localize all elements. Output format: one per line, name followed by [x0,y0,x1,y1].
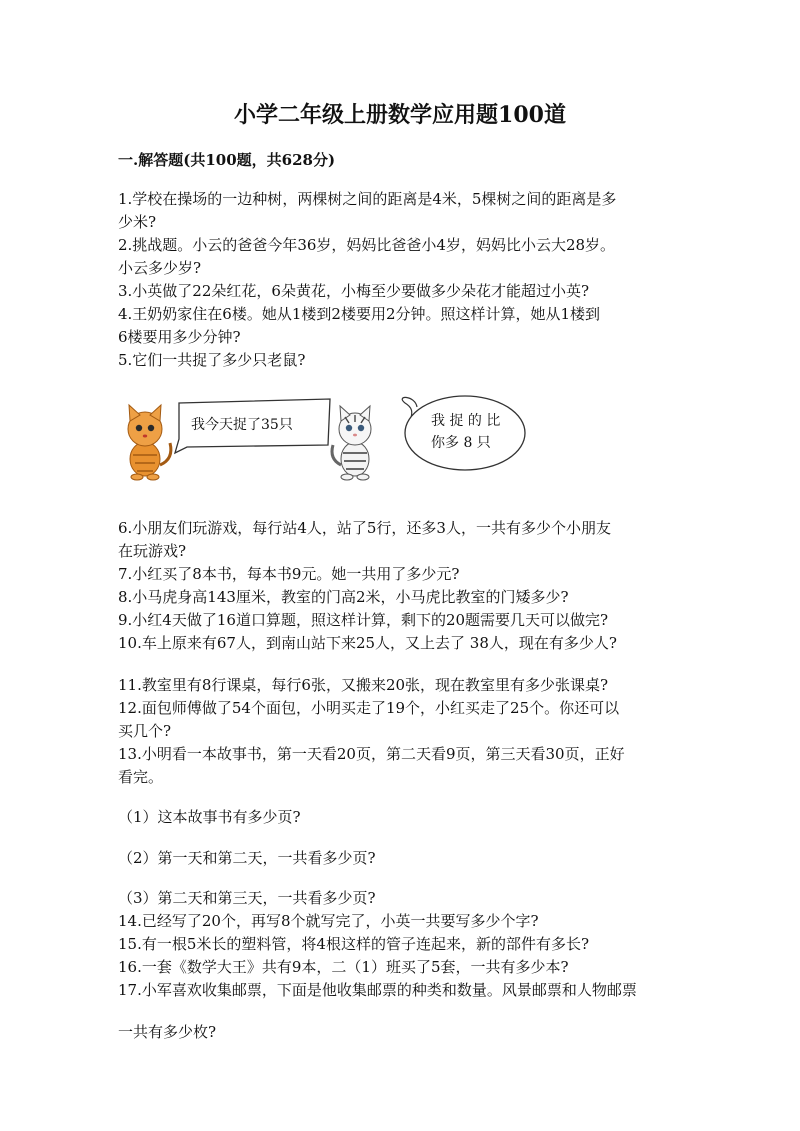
question-line: 一共有多少枚? [118,1023,217,1041]
question-line: 7.小红买了8本书，每本书9元。她一共用了多少元? [118,565,460,583]
question-line: 16.一套《数学大王》共有9本，二（1）班买了5套，一共有多少本? [118,958,569,976]
speech-bubble-right-oval [405,396,525,470]
sub-question-line: （3）第二天和第三天，一共看多少页? [118,889,376,907]
question-line: 11.教室里有8行课桌，每行6张，又搬来20张，现在教室里有多少张课桌? [118,676,609,694]
sub-question-line: （1）这本故事书有多少页? [118,808,301,826]
question-line: 在玩游戏? [118,542,187,560]
section-heading: 一.解答题(共100题，共628分) [118,151,336,169]
question-line: 17.小军喜欢收集邮票，下面是他收集邮票的种类和数量。风景邮票和人物邮票 [118,981,637,999]
sub-question-line: （2）第一天和第二天，一共看多少页? [118,849,376,867]
cats-figure [115,395,535,485]
question-line: 小云多少岁? [118,259,202,277]
orange-cat-icon [128,405,171,480]
question-line: 少米? [118,213,157,231]
question-line: 买几个? [118,722,172,740]
question-line: 9.小红4天做了16道口算题，照这样计算，剩下的20题需要几天可以做完? [118,611,609,629]
question-line: 6.小朋友们玩游戏，每行站4人，站了5行，还多3人，一共有多少个小朋友 [118,519,611,537]
question-line: 12.面包师傅做了54个面包，小明买走了19个，小红买走了25个。你还可以 [118,699,620,717]
white-cat-icon [332,406,371,480]
question-line: 2.挑战题。小云的爸爸今年36岁，妈妈比爸爸小4岁，妈妈比小云大28岁。 [118,236,616,254]
question-line: 4.王奶奶家住在6楼。她从1楼到2楼要用2分钟。照这样计算，她从1楼到 [118,305,601,323]
question-line: 3.小英做了22朵红花，6朵黄花，小梅至少要做多少朵花才能超过小英? [118,282,589,300]
question-line: 8.小马虎身高143厘米，教室的门高2米，小马虎比教室的门矮多少? [118,588,569,606]
page-title: 小学二年级上册数学应用题100道 [234,102,566,128]
bubble-right-text-line1: 我 捉 的 比 [431,413,501,429]
question-line: 15.有一根5米长的塑料管，将4根这样的管子连起来，新的部件有多长? [118,935,589,953]
question-line: 看完。 [118,768,164,786]
question-line: 6楼要用多少分钟? [118,328,241,346]
question-line: 10.车上原来有67人，到南山站下来25人，又上去了 38人，现在有多少人? [118,634,617,652]
bubble-left-text: 我今天捉了35只 [191,417,293,433]
question-line: 5.它们一共捉了多少只老鼠? [118,351,306,369]
question-line: 1.学校在操场的一边种树，两棵树之间的距离是4米，5棵树之间的距离是多 [118,190,617,208]
question-line: 14.已经写了20个，再写8个就写完了，小英一共要写多少个字? [118,912,539,930]
bubble-right-text-line2: 你多 8 只 [431,435,491,451]
question-line: 13.小明看一本故事书，第一天看20页，第二天看9页，第三天看30页，正好 [118,745,625,763]
